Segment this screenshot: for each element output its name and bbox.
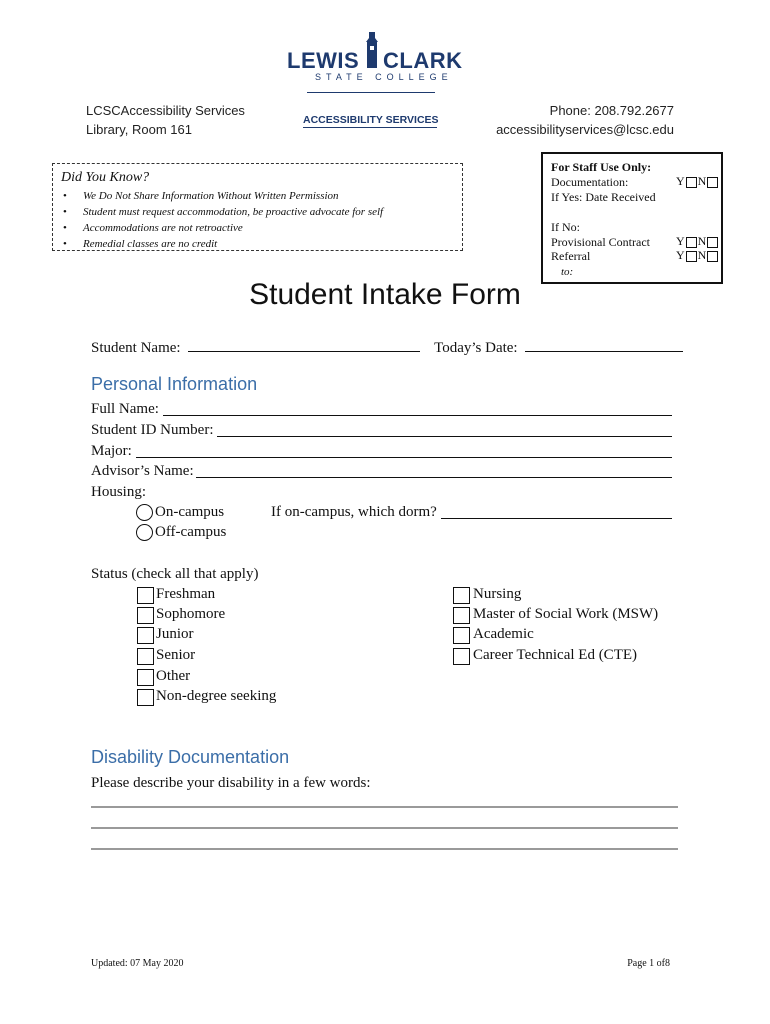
other-checkbox[interactable]: [137, 669, 154, 686]
did-you-know-title: Did You Know?: [61, 170, 150, 185]
logo-divider: [307, 92, 435, 93]
yes-label: Y: [676, 174, 685, 188]
yes-label: Y: [676, 248, 685, 262]
office-phone: Phone: 208.792.2677: [549, 103, 674, 118]
if-no-label: If No:: [551, 220, 580, 234]
disability-prompt: Please describe your disability in a few words:: [91, 775, 371, 791]
non-degree-checkbox[interactable]: [137, 689, 154, 706]
staff-use-box: [541, 152, 723, 284]
advisor-row: [91, 463, 672, 480]
student-id-label: Student ID Number:: [91, 422, 214, 438]
documentation-label: Documentation:: [551, 175, 629, 189]
status-label: Status (check all that apply): [91, 566, 259, 582]
msw-checkbox[interactable]: [453, 607, 470, 624]
senior-label: Senior: [156, 647, 196, 663]
logo-subtitle: STATE COLLEGE: [315, 72, 453, 82]
answer-line[interactable]: [91, 827, 678, 829]
full-name-label: Full Name:: [91, 401, 159, 417]
no-checkbox[interactable]: [707, 237, 718, 248]
college-logo: [285, 30, 463, 126]
documentation-yn: [676, 174, 719, 189]
date-received-label: If Yes: Date Received: [551, 190, 656, 204]
student-name-label: Student Name:: [91, 340, 181, 356]
no-checkbox[interactable]: [707, 177, 718, 188]
office-address: [86, 101, 245, 139]
no-label: N: [697, 248, 707, 262]
provisional-contract-label: Provisional Contract: [551, 235, 650, 249]
referral-label: Referral: [551, 249, 591, 263]
other-label: Other: [156, 668, 191, 684]
disability-heading: Disability Documentation: [91, 747, 290, 767]
no-label: N: [697, 234, 707, 248]
student-id-row: [91, 422, 672, 439]
cte-label: Career Technical Ed (CTE): [473, 647, 638, 663]
cte-checkbox[interactable]: [453, 648, 470, 665]
housing-label: Housing:: [91, 484, 147, 500]
office-name: LCSCAccessibility Services: [86, 103, 245, 118]
provisional-yn: [676, 234, 719, 249]
referral-to-label: to:: [561, 266, 574, 278]
form-title-text: Student Intake Form: [249, 278, 521, 311]
full-name-field[interactable]: [163, 401, 672, 416]
junior-label: Junior: [156, 626, 194, 642]
dorm-row: [271, 504, 672, 521]
answer-line[interactable]: [91, 848, 678, 850]
logo-tagline: ACCESSIBILITY SERVICES: [303, 114, 439, 126]
major-label: Major:: [91, 443, 132, 459]
no-label: N: [697, 174, 707, 188]
did-you-know-list: [63, 188, 383, 252]
nursing-checkbox[interactable]: [453, 587, 470, 604]
answer-line[interactable]: [91, 806, 678, 808]
yes-label: Y: [676, 234, 685, 248]
did-you-know-box: [52, 163, 463, 251]
list-item: • Student must request accommodation, be proactive advocate for self: [63, 204, 383, 220]
msw-label: Master of Social Work (MSW): [473, 606, 659, 622]
office-email: accessibilityservices@lcsc.edu: [496, 122, 674, 137]
non-degree-label: Non-degree seeking: [156, 688, 277, 704]
dorm-field[interactable]: [441, 504, 672, 519]
logo-underline: [303, 127, 437, 128]
sophomore-label: Sophomore: [156, 606, 226, 622]
student-name-row: [91, 337, 683, 357]
junior-checkbox[interactable]: [137, 627, 154, 644]
personal-info-heading: Personal Information: [91, 374, 258, 394]
form-title: [0, 278, 770, 312]
off-campus-radio[interactable]: [136, 524, 153, 541]
yes-checkbox[interactable]: [686, 177, 697, 188]
on-campus-label: On-campus: [155, 504, 225, 520]
no-checkbox[interactable]: [707, 251, 718, 262]
page-number: Page 1 of8: [627, 958, 670, 969]
yes-checkbox[interactable]: [686, 251, 697, 262]
todays-date-label: Today’s Date:: [434, 340, 518, 356]
updated-date: Updated: 07 May 2020: [91, 958, 184, 969]
list-item: • We Do Not Share Information Without Written Permission: [63, 188, 383, 204]
clocktower-icon: [363, 30, 381, 70]
logo-word-lewis: LEWIS: [287, 48, 360, 73]
sophomore-checkbox[interactable]: [137, 607, 154, 624]
freshman-label: Freshman: [156, 586, 216, 602]
logo-word-clark: CLARK: [383, 48, 463, 73]
list-item: • Accommodations are not retroactive: [63, 220, 383, 236]
yes-checkbox[interactable]: [686, 237, 697, 248]
dorm-question: If on-campus, which dorm?: [271, 504, 437, 520]
on-campus-radio[interactable]: [136, 504, 153, 521]
office-room: Library, Room 161: [86, 122, 192, 137]
list-item: • Remedial classes are no credit: [63, 236, 383, 252]
nursing-label: Nursing: [473, 586, 522, 602]
senior-checkbox[interactable]: [137, 648, 154, 665]
major-row: [91, 443, 672, 460]
advisor-label: Advisor’s Name:: [91, 463, 194, 479]
academic-checkbox[interactable]: [453, 627, 470, 644]
full-name-row: [91, 401, 672, 418]
todays-date-field[interactable]: [525, 337, 683, 352]
office-contact: [496, 101, 674, 139]
referral-yn: [676, 248, 719, 263]
freshman-checkbox[interactable]: [137, 587, 154, 604]
advisor-field[interactable]: [196, 463, 672, 478]
off-campus-label: Off-campus: [155, 524, 227, 540]
academic-label: Academic: [473, 626, 534, 642]
staff-box-title: For Staff Use Only:: [551, 160, 652, 174]
major-field[interactable]: [136, 443, 672, 458]
student-name-field[interactable]: [188, 337, 420, 352]
student-id-field[interactable]: [217, 422, 672, 437]
